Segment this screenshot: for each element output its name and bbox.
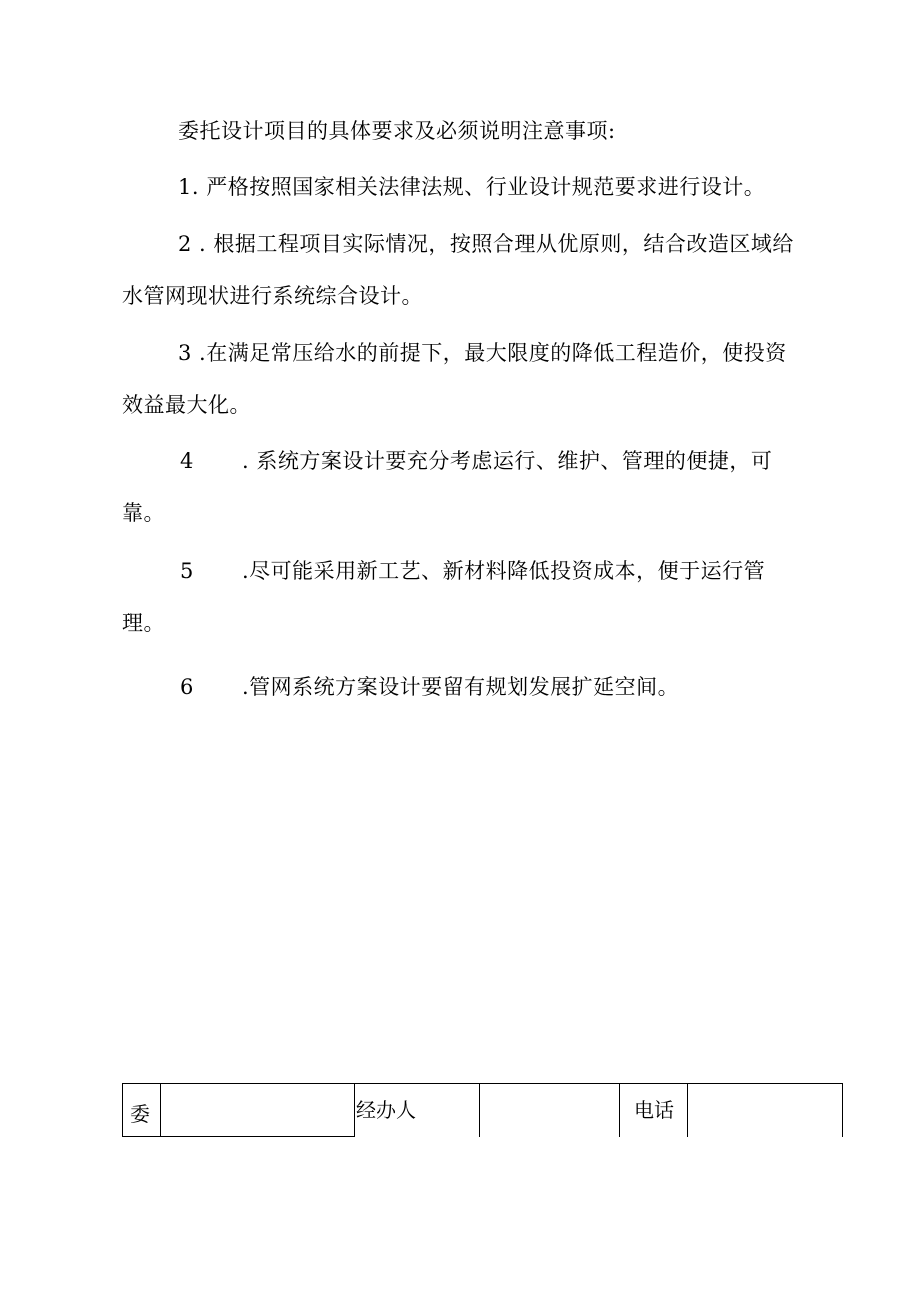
table-divider-1 bbox=[160, 1083, 161, 1137]
requirement-item-4-line-2: 靠。 bbox=[122, 501, 165, 525]
requirement-item-5-line-1: .尽可能采用新工艺、新材料降低投资成本，便于运行管 bbox=[242, 559, 766, 583]
requirement-item-6-number: 6 bbox=[180, 675, 194, 699]
requirement-item-1: 1. 严格按照国家相关法律法规、行业设计规范要求进行设计。 bbox=[178, 175, 766, 199]
table-right-border bbox=[842, 1083, 843, 1137]
requirement-item-5-number: 5 bbox=[180, 559, 194, 583]
table-divider-3 bbox=[479, 1083, 480, 1137]
requirement-item-6-line-1: .管网系统方案设计要留有规划发展扩延空间。 bbox=[242, 675, 680, 699]
table-label-entrust: 委 bbox=[130, 1102, 150, 1126]
table-label-handler: 经办人 bbox=[356, 1098, 416, 1122]
requirement-item-5-line-2: 理。 bbox=[122, 611, 165, 635]
requirement-item-3-line-1: 3 .在满足常压给水的前提下，最大限度的降低工程造价，使投资 bbox=[178, 341, 787, 365]
requirement-item-4-number: 4 bbox=[180, 449, 194, 473]
table-left-border bbox=[122, 1083, 123, 1137]
table-bottom-border bbox=[122, 1136, 354, 1137]
requirement-item-2-line-1: 2 . 根据工程项目实际情况，按照合理从优原则，结合改造区域给 bbox=[178, 232, 794, 256]
requirements-heading: 委托设计项目的具体要求及必须说明注意事项: bbox=[178, 119, 616, 143]
table-top-border bbox=[122, 1083, 843, 1084]
requirement-item-3-line-2: 效益最大化。 bbox=[122, 393, 251, 417]
table-divider-2 bbox=[354, 1083, 355, 1137]
requirement-item-4-line-1: . 系统方案设计要充分考虑运行、维护、管理的便捷，可 bbox=[242, 449, 773, 473]
requirement-item-2-line-2: 水管网现状进行系统综合设计。 bbox=[122, 284, 423, 308]
contact-table bbox=[122, 1083, 843, 1137]
table-divider-4 bbox=[619, 1083, 620, 1137]
table-divider-5 bbox=[687, 1083, 688, 1137]
table-label-phone: 电话 bbox=[634, 1098, 674, 1122]
